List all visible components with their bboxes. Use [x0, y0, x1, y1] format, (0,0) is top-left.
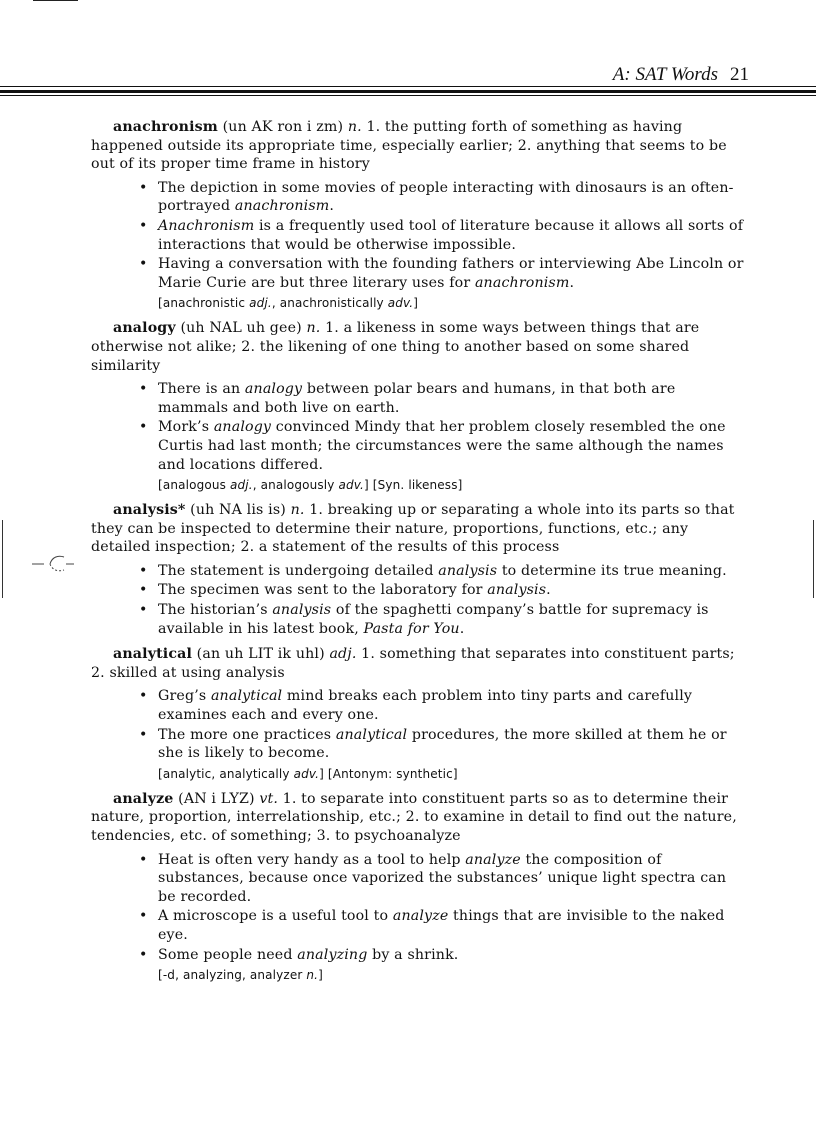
crop-mark [33, 0, 78, 1]
example-item: • Anachronism is a frequently used tool of literature because it allows all sorts of interactions that would be otherwise impossible. [135, 217, 747, 254]
example-item: • The depiction in some movies of people interacting with dinosaurs is an often-portrayed anachronism. [135, 179, 747, 216]
margin-annotation-icon [28, 551, 76, 577]
example-list [91, 380, 747, 474]
right-margin-rule [813, 520, 814, 598]
example-item: • The historian’s analysis of the spaghetti company’s battle for supremacy is available in his latest book, Pasta for You. [135, 601, 747, 638]
example-item: • Mork’s analogy convinced Mindy that her problem closely resembled the one Curtis had last month; the circumstances were the same although the names and locations differed. [135, 418, 747, 474]
entry-analysis [91, 501, 747, 638]
example-item: • Having a conversation with the founding fathers or interviewing Abe Lincoln or Marie Curie are but three literary uses for anachronism. [135, 255, 747, 292]
example-list [91, 687, 747, 762]
word-forms-note: [-d, analyzing, analyzer n.] [158, 968, 323, 983]
entry-anachronism [91, 118, 747, 312]
part-of-speech: vt. [259, 790, 278, 807]
left-margin-rule [2, 520, 3, 598]
example-item: • The specimen was sent to the laboratory for analysis. [135, 581, 747, 600]
part-of-speech: n. [306, 320, 321, 337]
definition: analogy (uh NAL uh gee) n. 1. a likeness in some ways between things that are otherwise not alike; 2. the likening of one thing to another based on some shared similarity [91, 320, 700, 374]
example-item: • Some people need analyzing by a shrink. [135, 946, 747, 965]
entry-analogy [91, 319, 747, 494]
definition: analytical (an uh LIT ik uhl) adj. 1. something that separates into constituent parts; 2. skilled at using analysis [91, 646, 735, 681]
word-forms-note: [anachronistic adj., anachronistically adv.] [158, 296, 419, 311]
example-list [91, 851, 747, 965]
headword: analysis* [113, 502, 186, 519]
example-item: • There is an analogy between polar bears and humans, in that both are mammals and both live on earth. [135, 380, 747, 417]
headword: analytical [113, 646, 192, 663]
entry-analyze [91, 790, 747, 984]
example-item: • The statement is undergoing detailed analysis to determine its true meaning. [135, 562, 747, 581]
headword: analogy [113, 320, 176, 337]
header-rule-thin-lower [0, 95, 816, 96]
word-forms-note: [analogous adj., analogously adv.] [Syn. likeness] [158, 478, 463, 493]
page-number: 21 [730, 64, 749, 85]
definition: analyze (AN i LYZ) vt. 1. to separate into constituent parts so as to determine their nature, proportion, interrelationship, etc.; 2. to examine in detail to find out the nature, tendencies, etc. of something; 3. to psychoanalyze [91, 790, 737, 844]
example-item: • A microscope is a useful tool to analyze things that are invisible to the naked eye. [135, 907, 747, 944]
part-of-speech: n. [347, 119, 362, 135]
part-of-speech: adj. [329, 646, 357, 663]
example-list [91, 562, 747, 638]
definition: anachronism (un AK ron i zm) n. 1. the putting forth of something as having happened outside its appropriate time, especially earlier; 2. anything that seems to be out of its proper time frame in history [91, 119, 727, 173]
example-item: • Greg’s analytical mind breaks each problem into tiny parts and carefully examines each and every one. [135, 687, 747, 724]
dictionary-page [91, 118, 747, 991]
entry-analytical [91, 645, 747, 783]
headword: analyze [113, 790, 174, 807]
example-list [91, 179, 747, 293]
example-item: • Heat is often very handy as a tool to help analyze the composition of substances, because once vaporized the substances’ unique light spectra can be recorded. [135, 851, 747, 907]
example-item: • The more one practices analytical procedures, the more skilled at them he or she is likely to become. [135, 726, 747, 763]
header-title: A: SAT Words [612, 64, 718, 85]
headword: anachronism [113, 119, 218, 135]
header-rule-thick [0, 90, 816, 93]
header-rule-thin [0, 86, 816, 87]
definition: analysis* (uh NA lis is) n. 1. breaking up or separating a whole into its parts so that they can be inspected to determine their nature, proportions, functions, etc.; any detailed inspection; 2. a statement of the results of this process [91, 502, 735, 556]
part-of-speech: n. [290, 502, 305, 519]
word-forms-note: [analytic, analytically adv.] [Antonym: synthetic] [158, 766, 458, 781]
running-header [613, 64, 749, 86]
